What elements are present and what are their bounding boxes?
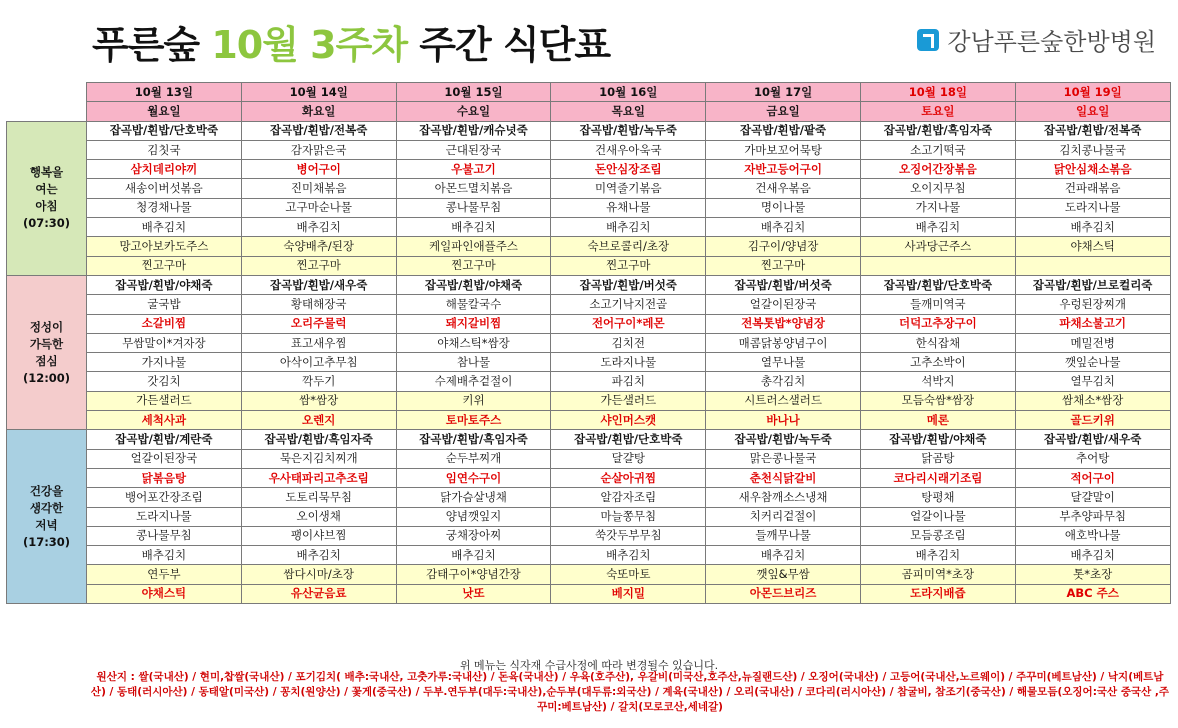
menu-cell: 더덕고추장구이 [860, 314, 1015, 333]
menu-cell: 모듬숙쌈*쌈장 [860, 391, 1015, 410]
menu-cell: 얼갈이된장국 [87, 449, 242, 468]
dinner-row [7, 565, 1171, 584]
menu-cell: 달걀말이 [1015, 488, 1170, 507]
hospital-name: 강남푸른숲한방병원 [947, 28, 1156, 56]
menu-cell: 김치전 [551, 333, 706, 352]
dinner-row [7, 449, 1171, 468]
menu-cell: 오렌지 [241, 411, 396, 430]
breakfast-label-line: (07:30) [22, 216, 71, 231]
menu-cell: 석박지 [860, 372, 1015, 391]
menu-cell: 배추김치 [1015, 546, 1170, 565]
menu-cell: 깻잎순나물 [1015, 353, 1170, 372]
menu-cell: 갓김치 [87, 372, 242, 391]
menu-cell: 명이나물 [706, 198, 861, 217]
day-date: 10월 16일 [551, 83, 706, 102]
lunch-row [7, 314, 1171, 333]
menu-cell: 해물칼국수 [396, 295, 551, 314]
menu-cell [1015, 256, 1170, 275]
day-weekday: 목요일 [551, 102, 706, 121]
menu-cell: 베지밀 [551, 584, 706, 603]
menu-cell: 달걀탕 [551, 449, 706, 468]
breakfast-row [7, 256, 1171, 275]
day-date: 10월 15일 [396, 83, 551, 102]
lunch-label [7, 275, 87, 429]
dinner-label-line: (17:30) [22, 534, 71, 549]
menu-cell: 건새우아욱국 [551, 140, 706, 159]
menu-cell: 얼갈이된장국 [706, 295, 861, 314]
lunch-row [7, 333, 1171, 352]
menu-cell: 우렁된장찌개 [1015, 295, 1170, 314]
menu-cell: 잡곡밥/흰밥/전복죽 [1015, 121, 1170, 140]
breakfast-row [7, 218, 1171, 237]
menu-cell: 가든샐러드 [551, 391, 706, 410]
lunch-label-line: 정성이 [29, 319, 64, 334]
menu-cell: 사과당근주스 [860, 237, 1015, 256]
menu-cell: 배추김치 [706, 546, 861, 565]
breakfast-label-line: 아침 [35, 199, 58, 214]
menu-cell: 오이생채 [241, 507, 396, 526]
day-date: 10월 14일 [241, 83, 396, 102]
menu-cell: 우불고기 [396, 160, 551, 179]
breakfast-label-line: 행복을 [29, 165, 64, 180]
menu-cell: 배추김치 [241, 218, 396, 237]
menu-cell: 파채소불고기 [1015, 314, 1170, 333]
day-date: 10월 13일 [87, 83, 242, 102]
breakfast-row [7, 198, 1171, 217]
dinner-label [7, 430, 87, 604]
menu-cell: 새우참깨소스냉채 [706, 488, 861, 507]
breakfast-label-line: 여는 [35, 182, 58, 197]
title-suffix: 주간 식단표 [419, 23, 611, 67]
menu-cell: 잡곡밥/흰밥/캐슈넛죽 [396, 121, 551, 140]
menu-cell: 마늘쫑무침 [551, 507, 706, 526]
menu-cell: 청경채나물 [87, 198, 242, 217]
menu-cell: 배추김치 [87, 546, 242, 565]
menu-cell: 전복톳밥*양념장 [706, 314, 861, 333]
menu-cell: 병어구이 [241, 160, 396, 179]
dinner-row [7, 584, 1171, 603]
menu-cell: 야채스틱 [1015, 237, 1170, 256]
menu-cell: 낫또 [396, 584, 551, 603]
menu-cell: 깻잎&무쌈 [706, 565, 861, 584]
page-header [0, 0, 1178, 72]
menu-cell: 양념깻잎지 [396, 507, 551, 526]
menu-cell: 소갈비찜 [87, 314, 242, 333]
menu-cell: 적어구이 [1015, 468, 1170, 487]
menu-cell: 배추김치 [396, 218, 551, 237]
menu-cell: 샤인머스캣 [551, 411, 706, 430]
menu-cell: 찐고구마 [241, 256, 396, 275]
menu-cell: 수제배추겉절이 [396, 372, 551, 391]
menu-cell: 야채스틱*쌈장 [396, 333, 551, 352]
hospital-logo-icon [917, 29, 939, 51]
menu-cell: 임연수구이 [396, 468, 551, 487]
menu-cell: 아몬드브리즈 [706, 584, 861, 603]
menu-cell: 잡곡밥/흰밥/단호박죽 [87, 121, 242, 140]
menu-cell: 찐고구마 [551, 256, 706, 275]
menu-cell: 도라지배즙 [860, 584, 1015, 603]
menu-cell: 콩나물무침 [87, 526, 242, 545]
day-date: 10월 18일 [860, 83, 1015, 102]
menu-cell: 닭곰탕 [860, 449, 1015, 468]
menu-cell: 김칫국 [87, 140, 242, 159]
menu-cell: 전어구이*레몬 [551, 314, 706, 333]
menu-cell: 치커리겉절이 [706, 507, 861, 526]
menu-cell: 황태해장국 [241, 295, 396, 314]
menu-cell: 감태구이*양념간장 [396, 565, 551, 584]
menu-cell: 김구이/양념장 [706, 237, 861, 256]
day-date: 10월 17일 [706, 83, 861, 102]
menu-cell: 배추김치 [396, 546, 551, 565]
menu-cell: 감자맑은국 [241, 140, 396, 159]
day-date: 10월 19일 [1015, 83, 1170, 102]
menu-cell: 묵은지김치찌개 [241, 449, 396, 468]
menu-cell: 잡곡밥/흰밥/새우죽 [241, 275, 396, 294]
menu-cell: 토마토주스 [396, 411, 551, 430]
menu-cell: 잡곡밥/흰밥/녹두죽 [551, 121, 706, 140]
menu-cell: 애호박나물 [1015, 526, 1170, 545]
menu-body [7, 121, 1171, 603]
menu-cell: 오리주물럭 [241, 314, 396, 333]
menu-cell: 건새우볶음 [706, 179, 861, 198]
menu-cell: 부추양파무침 [1015, 507, 1170, 526]
menu-cell: 잡곡밥/흰밥/브로컬리죽 [1015, 275, 1170, 294]
menu-cell: 김치콩나물국 [1015, 140, 1170, 159]
menu-cell: 맑은콩나물국 [706, 449, 861, 468]
menu-cell: 코다리시래기조림 [860, 468, 1015, 487]
menu-cell: 열무김치 [1015, 372, 1170, 391]
menu-cell: 매콤닭봉양념구이 [706, 333, 861, 352]
lunch-label-line: 가득한 [29, 336, 64, 351]
menu-cell: 탕평채 [860, 488, 1015, 507]
menu-cell: 팽이샤브찜 [241, 526, 396, 545]
menu-cell: 뱅어포간장조림 [87, 488, 242, 507]
menu-cell: 도라지나물 [551, 353, 706, 372]
menu-cell: 삼치데리야끼 [87, 160, 242, 179]
menu-cell: 오징어간장볶음 [860, 160, 1015, 179]
menu-cell: 아몬드멸치볶음 [396, 179, 551, 198]
dinner-row [7, 526, 1171, 545]
menu-cell: 돈안심장조림 [551, 160, 706, 179]
menu-cell: 숙양배추/된장 [241, 237, 396, 256]
menu-cell: 소고기떡국 [860, 140, 1015, 159]
menu-cell: 곰피미역*초장 [860, 565, 1015, 584]
menu-cell: 닭가슴살냉채 [396, 488, 551, 507]
menu-cell: 미역줄기볶음 [551, 179, 706, 198]
menu-cell: 가마보꼬어묵탕 [706, 140, 861, 159]
menu-cell: 깍두기 [241, 372, 396, 391]
origin-info: 원산지 : 쌀(국내산) / 현미,찹쌀(국내산) / 포기김치( 배추:국내산, 고춧가루:국내산) / 돈육(국내산) / 우육(호주산), 우갈비(미국산,호주산,뉴질랜드산) / 오징어(국내산) / 고등어(국내산,노르웨이) / 주꾸미(베트남산) / 낙지(베트남산) / 동태(러시아산) / 동태알(미국산) / 꽁치(원양산) / 꽃게(중국산) / 두부.연두부(대두:국내산),순두부(대두류:외국산) / 계육(국내산) / 오리(국내산) / 코다리(러시아산) / 참굴비, 참조기(중국산) / 해물모듬(오징어:국산 중국산 ,주꾸미:베트남산) / 갈치(모로코산,세네갈) [90, 671, 1170, 713]
menu-cell: 잡곡밥/흰밥/야채죽 [860, 430, 1015, 449]
menu-cell: 순두부찌개 [396, 449, 551, 468]
menu-cell: 연두부 [87, 565, 242, 584]
dinner-row [7, 488, 1171, 507]
date-row [7, 83, 1171, 102]
menu-cell: ABC 주스 [1015, 584, 1170, 603]
menu-cell: 잡곡밥/흰밥/버섯죽 [706, 275, 861, 294]
menu-cell: 들깨무나물 [706, 526, 861, 545]
menu-cell: 잡곡밥/흰밥/계란죽 [87, 430, 242, 449]
menu-cell: 총각김치 [706, 372, 861, 391]
menu-cell: 배추김치 [241, 546, 396, 565]
menu-cell: 표고새우찜 [241, 333, 396, 352]
day-weekday: 토요일 [860, 102, 1015, 121]
menu-cell: 시트러스샐러드 [706, 391, 861, 410]
menu-cell: 가지나물 [87, 353, 242, 372]
menu-cell: 숙또마토 [551, 565, 706, 584]
menu-cell [860, 256, 1015, 275]
menu-cell: 배추김치 [860, 218, 1015, 237]
menu-cell: 배추김치 [551, 546, 706, 565]
menu-cell: 닭볶음탕 [87, 468, 242, 487]
menu-cell: 무쌈말이*겨자장 [87, 333, 242, 352]
menu-cell: 근대된장국 [396, 140, 551, 159]
lunch-label-line: 점심 [35, 353, 58, 368]
menu-cell: 한식잡채 [860, 333, 1015, 352]
menu-cell: 키위 [396, 391, 551, 410]
weekday-row [7, 102, 1171, 121]
menu-cell: 잡곡밥/흰밥/새우죽 [1015, 430, 1170, 449]
breakfast-label [7, 121, 87, 275]
menu-cell: 유채나물 [551, 198, 706, 217]
day-weekday: 수요일 [396, 102, 551, 121]
menu-cell: 소고기낙지전골 [551, 295, 706, 314]
menu-cell: 야채스틱 [87, 584, 242, 603]
menu-cell: 돼지갈비찜 [396, 314, 551, 333]
menu-cell: 얼갈이나물 [860, 507, 1015, 526]
menu-cell: 잡곡밥/흰밥/전복죽 [241, 121, 396, 140]
menu-cell: 모듬콩조림 [860, 526, 1015, 545]
menu-cell: 쌈*쌈장 [241, 391, 396, 410]
menu-cell: 잡곡밥/흰밥/단호박죽 [551, 430, 706, 449]
menu-cell: 도라지나물 [87, 507, 242, 526]
menu-cell: 잡곡밥/흰밥/단호박죽 [860, 275, 1015, 294]
day-weekday: 일요일 [1015, 102, 1170, 121]
day-weekday: 금요일 [706, 102, 861, 121]
menu-cell: 참나물 [396, 353, 551, 372]
menu-cell: 잡곡밥/흰밥/녹두죽 [706, 430, 861, 449]
menu-cell: 고구마순나물 [241, 198, 396, 217]
menu-cell: 알감자조림 [551, 488, 706, 507]
menu-cell: 배추김치 [87, 218, 242, 237]
menu-cell: 고추소박이 [860, 353, 1015, 372]
weekly-menu-table [6, 82, 1171, 604]
dinner-row [7, 468, 1171, 487]
day-weekday: 월요일 [87, 102, 242, 121]
menu-cell: 톳*초장 [1015, 565, 1170, 584]
menu-cell: 가든샐러드 [87, 391, 242, 410]
menu-cell: 망고아보카도주스 [87, 237, 242, 256]
title-prefix: 푸른숲 [92, 23, 200, 67]
lunch-row [7, 391, 1171, 410]
menu-cell: 자반고등어구이 [706, 160, 861, 179]
menu-cell: 찐고구마 [706, 256, 861, 275]
hospital-logo [917, 22, 1156, 57]
breakfast-row [7, 237, 1171, 256]
menu-cell: 굴국밥 [87, 295, 242, 314]
menu-cell: 배추김치 [551, 218, 706, 237]
lunch-row [7, 411, 1171, 430]
menu-cell: 잡곡밥/흰밥/버섯죽 [551, 275, 706, 294]
lunch-label-line: (12:00) [22, 370, 71, 385]
menu-cell: 메론 [860, 411, 1015, 430]
corner-cell [7, 83, 87, 122]
menu-cell: 쌈다시마/초장 [241, 565, 396, 584]
menu-cell: 메밀전병 [1015, 333, 1170, 352]
menu-cell: 들깨미역국 [860, 295, 1015, 314]
dinner-row [7, 546, 1171, 565]
menu-cell: 쑥갓두부무침 [551, 526, 706, 545]
menu-cell: 도토리묵무침 [241, 488, 396, 507]
change-notice: 위 메뉴는 식자재 수급사정에 따라 변경될수 있습니다. [459, 659, 719, 672]
menu-cell: 아삭이고추무침 [241, 353, 396, 372]
menu-cell: 새송이버섯볶음 [87, 179, 242, 198]
dinner-label-line: 저녁 [35, 517, 58, 532]
lunch-row [7, 275, 1171, 294]
menu-cell: 골드키위 [1015, 411, 1170, 430]
menu-cell: 건파래볶음 [1015, 179, 1170, 198]
menu-cell: 파김치 [551, 372, 706, 391]
dinner-label-line: 생각한 [29, 500, 64, 515]
menu-cell: 잡곡밥/흰밥/흑임자죽 [396, 430, 551, 449]
menu-cell: 잡곡밥/흰밥/흑임자죽 [860, 121, 1015, 140]
menu-cell: 오이지무침 [860, 179, 1015, 198]
menu-cell: 유산균음료 [241, 584, 396, 603]
menu-cell: 배추김치 [1015, 218, 1170, 237]
lunch-row [7, 353, 1171, 372]
menu-cell: 숙브로콜리/초장 [551, 237, 706, 256]
menu-cell: 쌈채소*쌈장 [1015, 391, 1170, 410]
breakfast-row [7, 179, 1171, 198]
menu-cell: 찐고구마 [396, 256, 551, 275]
dinner-label-line: 건강을 [29, 483, 64, 498]
breakfast-row [7, 121, 1171, 140]
dinner-row [7, 507, 1171, 526]
title-week: 10월 3주차 [211, 23, 408, 67]
breakfast-row [7, 160, 1171, 179]
menu-cell: 잡곡밥/흰밥/야채죽 [396, 275, 551, 294]
menu-cell: 배추김치 [860, 546, 1015, 565]
page-title [92, 14, 610, 69]
menu-cell: 춘천식닭갈비 [706, 468, 861, 487]
menu-cell: 진미채볶음 [241, 179, 396, 198]
menu-cell: 도라지나물 [1015, 198, 1170, 217]
breakfast-row [7, 140, 1171, 159]
menu-cell: 추어탕 [1015, 449, 1170, 468]
menu-cell: 열무나물 [706, 353, 861, 372]
menu-cell: 궁채장아찌 [396, 526, 551, 545]
menu-cell: 잡곡밥/흰밥/야채죽 [87, 275, 242, 294]
menu-cell: 찐고구마 [87, 256, 242, 275]
menu-cell: 바나나 [706, 411, 861, 430]
menu-cell: 우사태파리고추조림 [241, 468, 396, 487]
menu-cell: 잡곡밥/흰밥/팥죽 [706, 121, 861, 140]
menu-cell: 닭안심채소볶음 [1015, 160, 1170, 179]
lunch-row [7, 372, 1171, 391]
day-weekday: 화요일 [241, 102, 396, 121]
menu-cell: 콩나물무침 [396, 198, 551, 217]
lunch-row [7, 295, 1171, 314]
dinner-row [7, 430, 1171, 449]
menu-cell: 가지나물 [860, 198, 1015, 217]
menu-cell: 잡곡밥/흰밥/흑임자죽 [241, 430, 396, 449]
menu-cell: 배추김치 [706, 218, 861, 237]
menu-cell: 세척사과 [87, 411, 242, 430]
menu-cell: 케일파인애플주스 [396, 237, 551, 256]
menu-cell: 순살아귀찜 [551, 468, 706, 487]
